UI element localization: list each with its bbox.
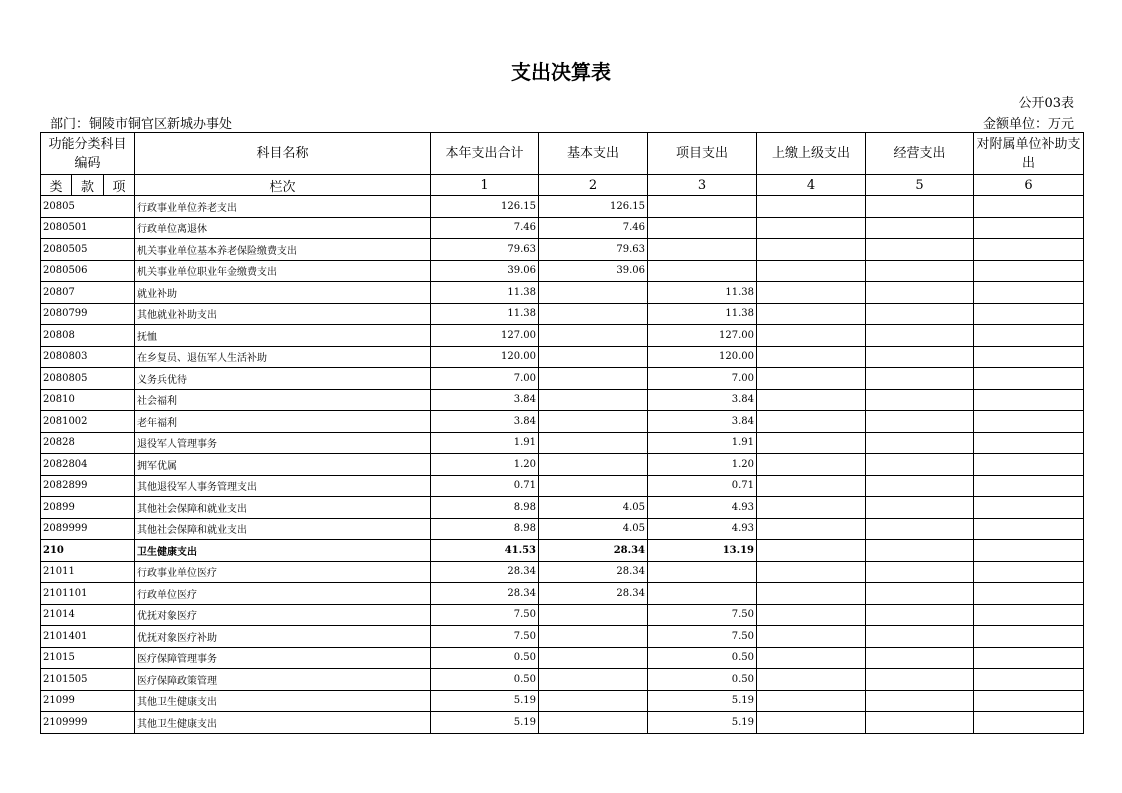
row-upper — [757, 282, 866, 304]
row-total: 28.34 — [431, 561, 539, 583]
row-business — [866, 411, 974, 433]
row-project — [648, 196, 757, 218]
row-basic — [539, 475, 648, 497]
col-index-5: 5 — [866, 175, 974, 196]
row-total: 39.06 — [431, 260, 539, 282]
row-project: 5.19 — [648, 690, 757, 712]
row-upper — [757, 411, 866, 433]
row-name: 抚恤 — [135, 325, 431, 347]
row-subsidy — [974, 540, 1084, 562]
row-name: 行政事业单位医疗 — [135, 561, 431, 583]
table-row — [41, 389, 1084, 411]
row-project: 7.00 — [648, 368, 757, 390]
row-basic — [539, 282, 648, 304]
row-project: 0.50 — [648, 669, 757, 691]
row-basic: 28.34 — [539, 561, 648, 583]
row-business — [866, 518, 974, 540]
row-project: 4.93 — [648, 518, 757, 540]
row-subsidy — [974, 518, 1084, 540]
amount-unit-label: 金额单位：万元 — [982, 117, 1074, 132]
header-lei: 类 — [41, 175, 72, 196]
row-basic — [539, 690, 648, 712]
row-upper — [757, 669, 866, 691]
row-subsidy — [974, 497, 1084, 519]
row-name: 优抚对象医疗补助 — [135, 626, 431, 648]
row-name: 义务兵优待 — [135, 368, 431, 390]
row-total: 11.38 — [431, 303, 539, 325]
row-business — [866, 497, 974, 519]
row-subsidy — [974, 389, 1084, 411]
row-basic — [539, 647, 648, 669]
table-row — [41, 604, 1084, 626]
header-project: 项目支出 — [648, 133, 757, 175]
row-code: 2101101 — [41, 583, 135, 605]
row-subsidy — [974, 712, 1084, 734]
row-subsidy — [974, 260, 1084, 282]
table-row — [41, 518, 1084, 540]
row-basic: 126.15 — [539, 196, 648, 218]
row-basic — [539, 368, 648, 390]
row-business — [866, 346, 974, 368]
col-index-2: 2 — [539, 175, 648, 196]
row-code: 2089999 — [41, 518, 135, 540]
row-code: 20807 — [41, 282, 135, 304]
row-name: 老年福利 — [135, 411, 431, 433]
row-total: 126.15 — [431, 196, 539, 218]
row-subsidy — [974, 196, 1084, 218]
row-business — [866, 196, 974, 218]
row-total: 3.84 — [431, 411, 539, 433]
row-upper — [757, 217, 866, 239]
row-name: 医疗保障管理事务 — [135, 647, 431, 669]
row-basic: 39.06 — [539, 260, 648, 282]
row-project — [648, 217, 757, 239]
col-index-3: 3 — [648, 175, 757, 196]
row-basic — [539, 712, 648, 734]
row-name: 行政事业单位养老支出 — [135, 196, 431, 218]
row-business — [866, 389, 974, 411]
row-code: 21011 — [41, 561, 135, 583]
row-project: 4.93 — [648, 497, 757, 519]
row-subsidy — [974, 411, 1084, 433]
row-basic — [539, 411, 648, 433]
row-business — [866, 626, 974, 648]
row-project: 3.84 — [648, 411, 757, 433]
header-upper: 上缴上级支出 — [757, 133, 866, 175]
row-basic — [539, 303, 648, 325]
row-business — [866, 647, 974, 669]
row-code: 2080505 — [41, 239, 135, 261]
row-upper — [757, 712, 866, 734]
row-code: 20805 — [41, 196, 135, 218]
row-upper — [757, 690, 866, 712]
table-row — [41, 368, 1084, 390]
row-project: 11.38 — [648, 303, 757, 325]
row-subsidy — [974, 303, 1084, 325]
form-number: 公开03表 — [1018, 96, 1074, 111]
table-row — [41, 647, 1084, 669]
row-upper — [757, 561, 866, 583]
row-business — [866, 454, 974, 476]
row-business — [866, 432, 974, 454]
row-name: 拥军优属 — [135, 454, 431, 476]
row-basic — [539, 454, 648, 476]
row-name: 行政单位医疗 — [135, 583, 431, 605]
row-name: 医疗保障政策管理 — [135, 669, 431, 691]
row-total: 0.50 — [431, 647, 539, 669]
row-total: 5.19 — [431, 690, 539, 712]
row-basic — [539, 432, 648, 454]
table-row — [41, 217, 1084, 239]
row-upper — [757, 604, 866, 626]
table-row — [41, 411, 1084, 433]
row-business — [866, 239, 974, 261]
row-code: 2082899 — [41, 475, 135, 497]
row-subsidy — [974, 454, 1084, 476]
row-upper — [757, 239, 866, 261]
table-row — [41, 432, 1084, 454]
row-project: 3.84 — [648, 389, 757, 411]
row-upper — [757, 518, 866, 540]
row-code: 20828 — [41, 432, 135, 454]
row-code: 21014 — [41, 604, 135, 626]
table-row — [41, 475, 1084, 497]
row-code: 2082804 — [41, 454, 135, 476]
row-basic — [539, 389, 648, 411]
department-label: 部门：铜陵市铜官区新城办事处 — [50, 117, 233, 132]
row-basic — [539, 669, 648, 691]
table-body — [41, 196, 1084, 734]
row-total: 7.00 — [431, 368, 539, 390]
row-upper — [757, 368, 866, 390]
row-name: 退役军人管理事务 — [135, 432, 431, 454]
row-upper — [757, 647, 866, 669]
row-project — [648, 561, 757, 583]
row-total: 7.46 — [431, 217, 539, 239]
row-code: 210 — [41, 540, 135, 562]
row-business — [866, 604, 974, 626]
row-upper — [757, 325, 866, 347]
row-project: 7.50 — [648, 604, 757, 626]
col-index-6: 6 — [974, 175, 1084, 196]
header-lanci: 栏次 — [135, 175, 431, 196]
row-business — [866, 325, 974, 347]
row-total: 1.20 — [431, 454, 539, 476]
row-project: 13.19 — [648, 540, 757, 562]
table-row — [41, 669, 1084, 691]
table-row — [41, 712, 1084, 734]
row-total: 28.34 — [431, 583, 539, 605]
row-upper — [757, 196, 866, 218]
row-project — [648, 583, 757, 605]
row-project: 120.00 — [648, 346, 757, 368]
row-upper — [757, 303, 866, 325]
row-project: 5.19 — [648, 712, 757, 734]
row-total: 1.91 — [431, 432, 539, 454]
row-total: 0.71 — [431, 475, 539, 497]
row-business — [866, 282, 974, 304]
col-index-1: 1 — [431, 175, 539, 196]
header-total: 本年支出合计 — [431, 133, 539, 175]
row-code: 20808 — [41, 325, 135, 347]
row-project: 1.91 — [648, 432, 757, 454]
table-row — [41, 282, 1084, 304]
row-name: 其他就业补助支出 — [135, 303, 431, 325]
row-subsidy — [974, 626, 1084, 648]
row-name: 行政单位离退休 — [135, 217, 431, 239]
row-basic: 79.63 — [539, 239, 648, 261]
table-row — [41, 583, 1084, 605]
row-code: 20810 — [41, 389, 135, 411]
row-name: 机关事业单位基本养老保险缴费支出 — [135, 239, 431, 261]
row-name: 社会福利 — [135, 389, 431, 411]
row-upper — [757, 540, 866, 562]
row-name: 其他退役军人事务管理支出 — [135, 475, 431, 497]
row-subsidy — [974, 346, 1084, 368]
row-basic: 7.46 — [539, 217, 648, 239]
row-basic — [539, 325, 648, 347]
row-name: 优抚对象医疗 — [135, 604, 431, 626]
table-row — [41, 454, 1084, 476]
row-subsidy — [974, 217, 1084, 239]
table-row — [41, 540, 1084, 562]
row-basic: 4.05 — [539, 518, 648, 540]
row-subsidy — [974, 647, 1084, 669]
row-basic: 4.05 — [539, 497, 648, 519]
row-code: 2101505 — [41, 669, 135, 691]
row-project: 127.00 — [648, 325, 757, 347]
row-total: 79.63 — [431, 239, 539, 261]
col-index-4: 4 — [757, 175, 866, 196]
row-subsidy — [974, 432, 1084, 454]
row-total: 8.98 — [431, 518, 539, 540]
row-code: 2080803 — [41, 346, 135, 368]
row-total: 11.38 — [431, 282, 539, 304]
header-basic: 基本支出 — [539, 133, 648, 175]
row-name: 其他社会保障和就业支出 — [135, 518, 431, 540]
table-row — [41, 690, 1084, 712]
row-subsidy — [974, 604, 1084, 626]
table-row — [41, 303, 1084, 325]
row-business — [866, 561, 974, 583]
row-subsidy — [974, 239, 1084, 261]
row-project — [648, 260, 757, 282]
row-name: 就业补助 — [135, 282, 431, 304]
header-xiang: 项 — [104, 175, 135, 196]
row-subsidy — [974, 583, 1084, 605]
table-row — [41, 497, 1084, 519]
row-code: 2081002 — [41, 411, 135, 433]
row-basic — [539, 626, 648, 648]
row-code: 20899 — [41, 497, 135, 519]
row-total: 3.84 — [431, 389, 539, 411]
row-code: 2080799 — [41, 303, 135, 325]
row-business — [866, 368, 974, 390]
row-code: 2109999 — [41, 712, 135, 734]
header-kuan: 款 — [72, 175, 104, 196]
row-business — [866, 540, 974, 562]
header-row — [41, 133, 1084, 175]
row-total: 5.19 — [431, 712, 539, 734]
row-basic — [539, 604, 648, 626]
table-row — [41, 561, 1084, 583]
row-business — [866, 583, 974, 605]
row-total: 0.50 — [431, 669, 539, 691]
row-code: 21015 — [41, 647, 135, 669]
row-name: 机关事业单位职业年金缴费支出 — [135, 260, 431, 282]
row-subsidy — [974, 669, 1084, 691]
row-upper — [757, 583, 866, 605]
row-business — [866, 260, 974, 282]
row-subsidy — [974, 475, 1084, 497]
row-project: 0.50 — [648, 647, 757, 669]
row-upper — [757, 432, 866, 454]
row-name: 其他卫生健康支出 — [135, 712, 431, 734]
row-name: 其他社会保障和就业支出 — [135, 497, 431, 519]
row-upper — [757, 454, 866, 476]
row-code: 2101401 — [41, 626, 135, 648]
row-upper — [757, 260, 866, 282]
page-title: 支出决算表 — [511, 60, 611, 84]
header-subsidy: 对附属单位补助支出 — [974, 133, 1084, 175]
row-code: 2080805 — [41, 368, 135, 390]
table-row — [41, 346, 1084, 368]
row-code: 2080506 — [41, 260, 135, 282]
header-name: 科目名称 — [135, 133, 431, 175]
row-upper — [757, 497, 866, 519]
header-business: 经营支出 — [866, 133, 974, 175]
row-name: 卫生健康支出 — [135, 540, 431, 562]
row-subsidy — [974, 325, 1084, 347]
row-basic — [539, 346, 648, 368]
row-total: 7.50 — [431, 604, 539, 626]
row-subsidy — [974, 282, 1084, 304]
row-project: 1.20 — [648, 454, 757, 476]
row-name: 其他卫生健康支出 — [135, 690, 431, 712]
row-total: 41.53 — [431, 540, 539, 562]
row-project: 11.38 — [648, 282, 757, 304]
table-row — [41, 239, 1084, 261]
table-row — [41, 260, 1084, 282]
row-total: 127.00 — [431, 325, 539, 347]
row-total: 7.50 — [431, 626, 539, 648]
row-project — [648, 239, 757, 261]
row-name: 在乡复员、退伍军人生活补助 — [135, 346, 431, 368]
row-project: 0.71 — [648, 475, 757, 497]
row-basic: 28.34 — [539, 583, 648, 605]
row-upper — [757, 389, 866, 411]
table-row — [41, 325, 1084, 347]
row-code: 2080501 — [41, 217, 135, 239]
row-business — [866, 303, 974, 325]
row-subsidy — [974, 368, 1084, 390]
table-row — [41, 196, 1084, 218]
row-upper — [757, 346, 866, 368]
header-code: 功能分类科目编码 — [41, 133, 135, 175]
table-row — [41, 626, 1084, 648]
row-total: 8.98 — [431, 497, 539, 519]
expenditure-table — [40, 132, 1084, 734]
row-business — [866, 475, 974, 497]
row-business — [866, 669, 974, 691]
column-index-row — [41, 175, 1084, 196]
row-upper — [757, 626, 866, 648]
row-business — [866, 217, 974, 239]
row-code: 21099 — [41, 690, 135, 712]
row-project: 7.50 — [648, 626, 757, 648]
row-subsidy — [974, 561, 1084, 583]
row-basic: 28.34 — [539, 540, 648, 562]
row-business — [866, 690, 974, 712]
row-subsidy — [974, 690, 1084, 712]
row-total: 120.00 — [431, 346, 539, 368]
row-upper — [757, 475, 866, 497]
row-business — [866, 712, 974, 734]
